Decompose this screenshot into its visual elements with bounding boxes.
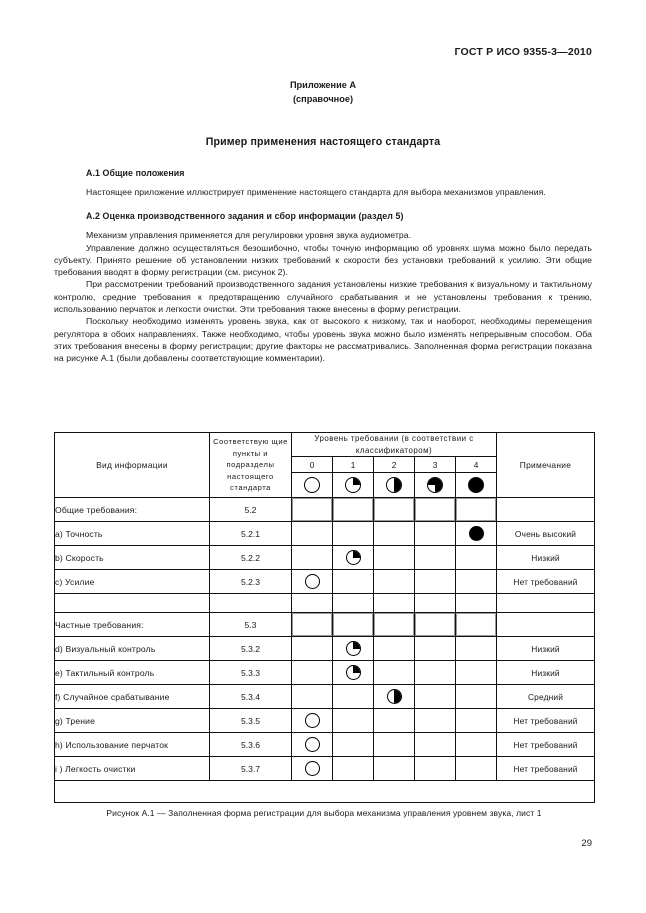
table-head [55, 433, 595, 498]
table-row [55, 570, 595, 594]
row-level-cell-2 [374, 594, 415, 613]
row-level-cell-0 [292, 757, 333, 781]
row-level-cell-0 [292, 733, 333, 757]
row-clause-reference: 5.3.3 [210, 661, 292, 685]
row-level-cell-4 [456, 733, 497, 757]
legend-cell-4 [456, 473, 497, 498]
row-level-cell-4 [456, 522, 497, 546]
registration-form-table [54, 432, 595, 803]
row-note [497, 613, 595, 637]
row-note: Нет требований [497, 709, 595, 733]
row-information-type: h) Использование перчаток [55, 733, 210, 757]
row-note: Нет требований [497, 757, 595, 781]
column-header-note: Примечание [497, 433, 595, 498]
pie-full-icon [469, 526, 484, 541]
row-clause-reference: 5.2.1 [210, 522, 292, 546]
pie-empty-icon [305, 737, 320, 752]
row-level-cell-3 [415, 709, 456, 733]
row-information-type: f) Случайное срабатывание [55, 685, 210, 709]
legend-cell-3 [415, 473, 456, 498]
row-information-type: i ) Легкость очистки [55, 757, 210, 781]
table-row [55, 661, 595, 685]
level-number-3: 3 [415, 457, 456, 473]
row-clause-reference: 5.3.4 [210, 685, 292, 709]
row-level-cell-4 [456, 613, 497, 637]
row-clause-reference: 5.3.2 [210, 637, 292, 661]
row-level-cell-0 [292, 685, 333, 709]
row-level-cell-1 [333, 522, 374, 546]
row-level-cell-0 [292, 613, 333, 637]
table-tail-cell [55, 781, 595, 803]
table-header-row-main [55, 433, 595, 457]
legend-cell-0 [292, 473, 333, 498]
row-level-cell-2 [374, 661, 415, 685]
row-level-cell-4 [456, 685, 497, 709]
row-level-cell-1 [333, 757, 374, 781]
table-row [55, 685, 595, 709]
row-level-cell-2 [374, 613, 415, 637]
table-row [55, 757, 595, 781]
row-note: Нет требований [497, 570, 595, 594]
row-level-cell-3 [415, 733, 456, 757]
pie-quarter-icon [346, 665, 361, 680]
row-clause-reference: 5.3.6 [210, 733, 292, 757]
section-a1-paragraph: Настоящее приложение иллюстрирует применение настоящего стандарта для выбора механизмов управления. [86, 187, 546, 197]
row-level-cell-2 [374, 522, 415, 546]
legend-cell-2 [374, 473, 415, 498]
row-level-cell-3 [415, 685, 456, 709]
row-level-cell-3 [415, 637, 456, 661]
row-level-cell-4 [456, 498, 497, 522]
row-level-cell-2 [374, 733, 415, 757]
pie-half-icon [387, 689, 402, 704]
row-information-type: b) Скорость [55, 546, 210, 570]
row-level-cell-1 [333, 546, 374, 570]
column-header-information-type: Вид информации [55, 433, 210, 498]
pie-empty-icon [305, 574, 320, 589]
section-a2-paragraph-2: Управление должно осуществляться безошибочно, чтобы точную информацию об уровнях шума можно было передать субъекту. Принято решение об установлении низких требований к скорости без установки требований к усилию. Эти общие требования вводят в форму регистрации (см. рисунок 2). [54, 242, 592, 278]
row-note [497, 594, 595, 613]
level-number-2: 2 [374, 457, 415, 473]
row-clause-reference: 5.3.7 [210, 757, 292, 781]
row-level-cell-1 [333, 685, 374, 709]
row-information-type: d) Визуальный контроль [55, 637, 210, 661]
table-spacer-row [55, 594, 595, 613]
row-level-cell-1 [333, 637, 374, 661]
row-level-cell-0 [292, 661, 333, 685]
row-level-cell-3 [415, 613, 456, 637]
pie-quarter-icon [346, 550, 361, 565]
section-a2-paragraph-1: Механизм управления применяется для регулировки уровня звука аудиометра. [86, 230, 412, 241]
row-level-cell-4 [456, 637, 497, 661]
row-level-cell-1 [333, 733, 374, 757]
row-information-type: g) Трение [55, 709, 210, 733]
row-level-cell-1 [333, 570, 374, 594]
row-note [497, 498, 595, 522]
section-a2-paragraph-4: Поскольку необходимо изменять уровень звука, как от высокого к низкому, так и наоборот, необходимы перемещения регулятора в обоих направлениях. Также необходимо, чтобы уровень звука можно было изменять непрерывным способом. Оба этих требования внесены в форму регистрации; другие факторы не рассматривались. Заполненная форма регистрации показана на рисунке А.1 (были добавлены соответствующие комментарии). [54, 316, 592, 364]
row-note: Очень высокий [497, 522, 595, 546]
row-level-cell-0 [292, 709, 333, 733]
row-level-cell-0 [292, 594, 333, 613]
legend-cell-1 [333, 473, 374, 498]
row-level-cell-4 [456, 546, 497, 570]
pie-quarter-icon [345, 477, 361, 493]
row-level-cell-1 [333, 661, 374, 685]
section-heading-a1: А.1 Общие положения [86, 168, 185, 178]
table-tail-row [55, 781, 595, 803]
row-level-cell-4 [456, 709, 497, 733]
table-row [55, 546, 595, 570]
standard-number-header: ГОСТ Р ИСО 9355-3—2010 [454, 46, 592, 58]
row-level-cell-1 [333, 709, 374, 733]
row-level-cell-2 [374, 685, 415, 709]
table-row [55, 613, 595, 637]
annex-subtitle: (справочное) [292, 93, 353, 104]
row-clause-reference: 5.2.2 [210, 546, 292, 570]
row-level-cell-0 [292, 570, 333, 594]
row-information-type: a) Точность [55, 522, 210, 546]
table-row [55, 733, 595, 757]
body-text [54, 168, 592, 365]
row-level-cell-2 [374, 637, 415, 661]
row-note: Низкий [497, 637, 595, 661]
annex-title: Приложение А [289, 80, 357, 90]
row-level-cell-3 [415, 594, 456, 613]
pie-half-icon [386, 477, 402, 493]
annex-heading-block [0, 79, 646, 106]
table-row [55, 637, 595, 661]
page-title: Пример применения настоящего стандарта [205, 136, 441, 148]
row-clause-reference: 5.2 [210, 498, 292, 522]
section-a2-paragraph-3: При рассмотрении требований производственного задания установлены низкие требования к визуальному и тактильному контролю, средние требования к предотвращению случайного срабатывания и не установлены требования к трению, использованию перчаток и легкости очистки. Эти требования также внесены в форму регистрации. [54, 279, 592, 315]
row-note: Низкий [497, 546, 595, 570]
row-clause-reference [210, 594, 292, 613]
level-number-4: 4 [456, 457, 497, 473]
row-level-cell-1 [333, 613, 374, 637]
row-level-cell-0 [292, 522, 333, 546]
table-row [55, 522, 595, 546]
row-clause-reference: 5.3.5 [210, 709, 292, 733]
column-header-requirement-level: Уровень требовании (в соответствии с классификатором) [292, 433, 497, 457]
row-level-cell-1 [333, 594, 374, 613]
row-clause-reference: 5.2.3 [210, 570, 292, 594]
pie-three-quarter-icon [427, 477, 443, 493]
row-level-cell-2 [374, 546, 415, 570]
row-level-cell-1 [333, 498, 374, 522]
row-information-type: Частные требования: [55, 613, 210, 637]
pie-empty-icon [305, 713, 320, 728]
pie-empty-icon [305, 761, 320, 776]
row-level-cell-3 [415, 522, 456, 546]
row-level-cell-0 [292, 498, 333, 522]
row-level-cell-4 [456, 661, 497, 685]
row-level-cell-3 [415, 661, 456, 685]
column-header-clauses: Соответствую щие пункты и подразделы настоящего стандарта [210, 433, 292, 498]
pie-empty-icon [304, 477, 320, 493]
row-level-cell-2 [374, 757, 415, 781]
row-information-type: c) Усилие [55, 570, 210, 594]
table-body [55, 498, 595, 803]
pie-full-icon [468, 477, 484, 493]
page-number: 29 [581, 838, 592, 849]
row-note: Низкий [497, 661, 595, 685]
row-level-cell-2 [374, 709, 415, 733]
row-note: Нет требований [497, 733, 595, 757]
row-level-cell-0 [292, 546, 333, 570]
row-information-type: Общие требования: [55, 498, 210, 522]
section-heading-a2: А.2 Оценка производственного задания и сбор информации (раздел 5) [86, 211, 404, 222]
level-number-0: 0 [292, 457, 333, 473]
row-level-cell-3 [415, 498, 456, 522]
pie-quarter-icon [346, 641, 361, 656]
row-level-cell-3 [415, 757, 456, 781]
row-clause-reference: 5.3 [210, 613, 292, 637]
row-level-cell-2 [374, 570, 415, 594]
row-level-cell-4 [456, 594, 497, 613]
row-level-cell-2 [374, 498, 415, 522]
row-level-cell-4 [456, 757, 497, 781]
figure-caption: Рисунок А.1 — Заполненная форма регистрации для выбора механизма управления уровнем звука, лист 1 [106, 808, 542, 818]
row-information-type [55, 594, 210, 613]
row-level-cell-3 [415, 570, 456, 594]
row-level-cell-0 [292, 637, 333, 661]
row-note: Средний [497, 685, 595, 709]
row-information-type: e) Тактильный контроль [55, 661, 210, 685]
table-row [55, 709, 595, 733]
row-level-cell-3 [415, 546, 456, 570]
row-level-cell-4 [456, 570, 497, 594]
level-number-1: 1 [333, 457, 374, 473]
table-row [55, 498, 595, 522]
